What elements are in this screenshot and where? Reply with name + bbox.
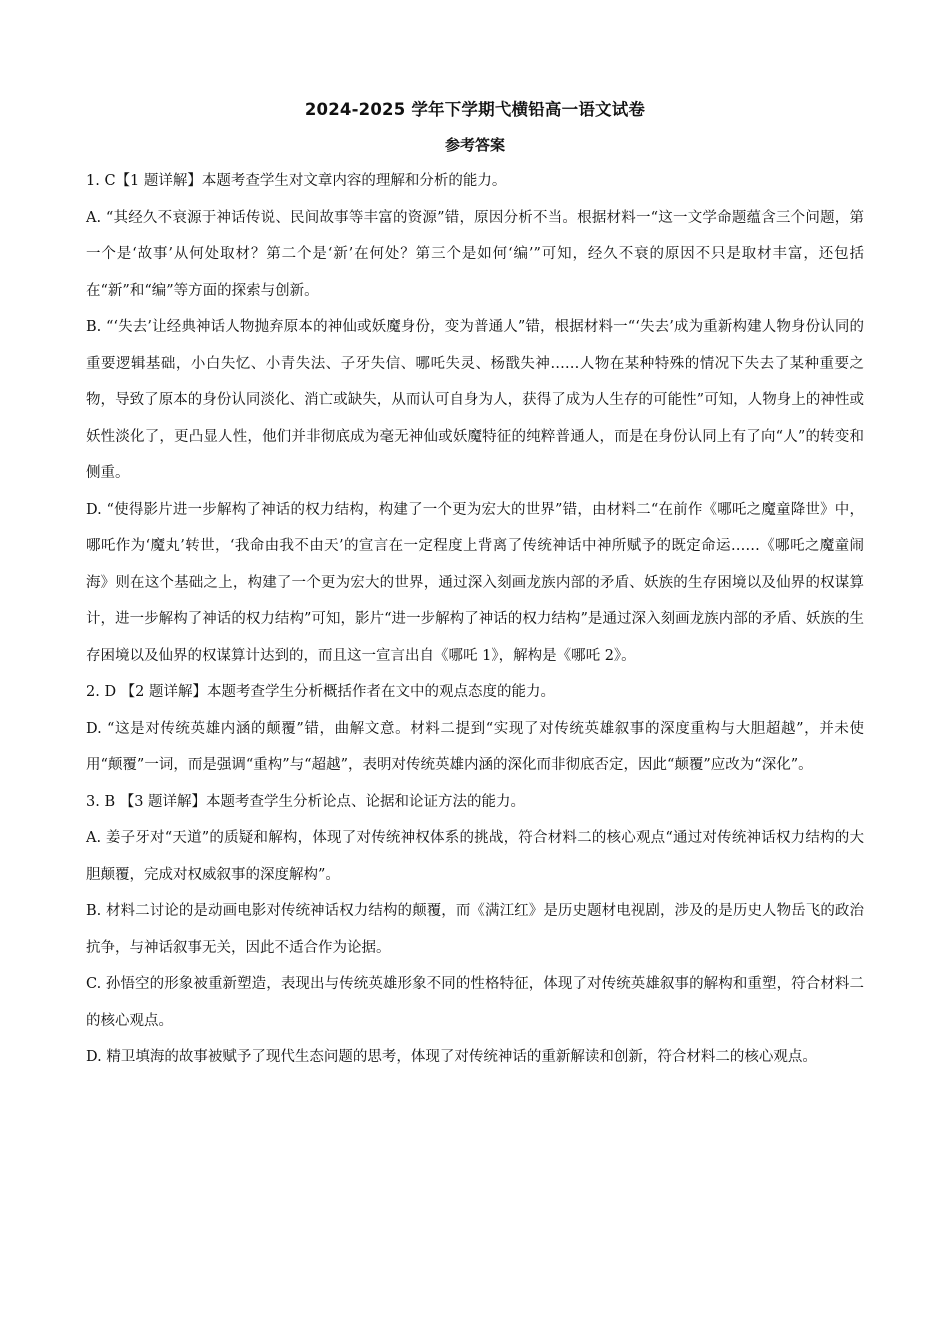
- answer-3-heading: 3. B 【3 题详解】本题考查学生分析论点、论据和论证方法的能力。: [86, 793, 526, 810]
- page-title: 2024-2025 学年下学期弋横铅高一语文试卷: [304, 100, 646, 119]
- answer-1-heading: 1. C【1 题详解】本题考查学生对文章内容的理解和分析的能力。: [86, 173, 507, 189]
- answer-3-option-c: C. 孙悟空的形象被重新塑造，表现出与传统英雄形象不同的性格特征，体现了对传统英雄叙事的解构和重塑，符合材料二的核心观点。: [86, 976, 864, 1029]
- answer-1-option-d: D. “使得影片进一步解构了神话的权力结构，构建了一个更为宏大的世界”错，由材料二“在前作《哪吒之魔童降世》中，哪吒作为‘魔丸’转世，‘我命由我不由天’的宣言在一定程度上背离了传统神话中神所赋予的既定命运……《哪吒之魔童闹海》则在这个基础之上，构建了一个更为宏大的世界，通过深入刻画龙族内部的矛盾、妖族的生存困境以及仙界的权谋算计，进一步解构了神话的权力结构”可知，影片“进一步解构了神话的权力结构”是通过深入刻画龙族内部的矛盾、妖族的生存困境以及仙界的权谋算计达到的，而且这一宣言出自《哪吒 1》，解构是《哪吒 2》。: [86, 501, 864, 664]
- answer-1-option-a: A. “其经久不衰源于神话传说、民间故事等丰富的资源”错，原因分析不当。根据材料一“这一文学命题蕴含三个问题，第一个是‘故事’从何处取材？第二个是‘新’在何处？第三个是如何‘编’”可知，经久不衰的原因不只是取材丰富，还包括在“新”和“编”等方面的探索与创新。: [86, 209, 864, 299]
- page-subtitle: 参考答案: [444, 136, 505, 154]
- answer-3-option-d: D. 精卫填海的故事被赋予了现代生态问题的思考，体现了对传统神话的重新解读和创新，符合材料二的核心观点。: [86, 1049, 817, 1065]
- answer-3-option-a: A. 姜子牙对“天道”的质疑和解构，体现了对传统神权体系的挑战，符合材料二的核心观点“通过对传统神话权力结构的大胆颠覆，完成对权威叙事的深度解构”。: [86, 830, 864, 883]
- answer-1-option-b: B. “‘失去’让经典神话人物抛弃原本的神仙或妖魔身份，变为普通人”错，根据材料一“‘失去’成为重新构建人物身份认同的重要逻辑基础，小白失忆、小青失法、子牙失信、哪吒失灵、杨戬失神……人物在某种特殊的情况下失去了某种重要之物，导致了原本的身份认同淡化、消亡或缺失，从而认可自身为人，获得了成为人生存的可能性”可知，人物身上的神性或妖性淡化了，更凸显人性，他们并非彻底成为毫无神仙或妖魔特征的纯粹普通人，而是在身份认同上有了向“人”的转变和侧重。: [86, 319, 864, 481]
- answer-2-heading: 2. D 【2 题详解】本题考查学生分析概括作者在文中的观点态度的能力。: [86, 684, 556, 700]
- answer-2-option-d: D. “这是对传统英雄内涵的颠覆”错，曲解文意。材料二提到“实现了对传统英雄叙事的深度重构与大胆超越”，并未使用“颠覆”一词，而是强调“重构”与“超越”，表明对传统英雄内涵的深化而非彻底否定，因此“颠覆”应改为“深化”。: [86, 720, 864, 773]
- answer-3-option-b: B. 材料二讨论的是动画电影对传统神话权力结构的颠覆，而《满江红》是历史题材电视剧，涉及的是历史人物岳飞的政治抗争，与神话叙事无关，因此不适合作为论据。: [86, 903, 864, 956]
